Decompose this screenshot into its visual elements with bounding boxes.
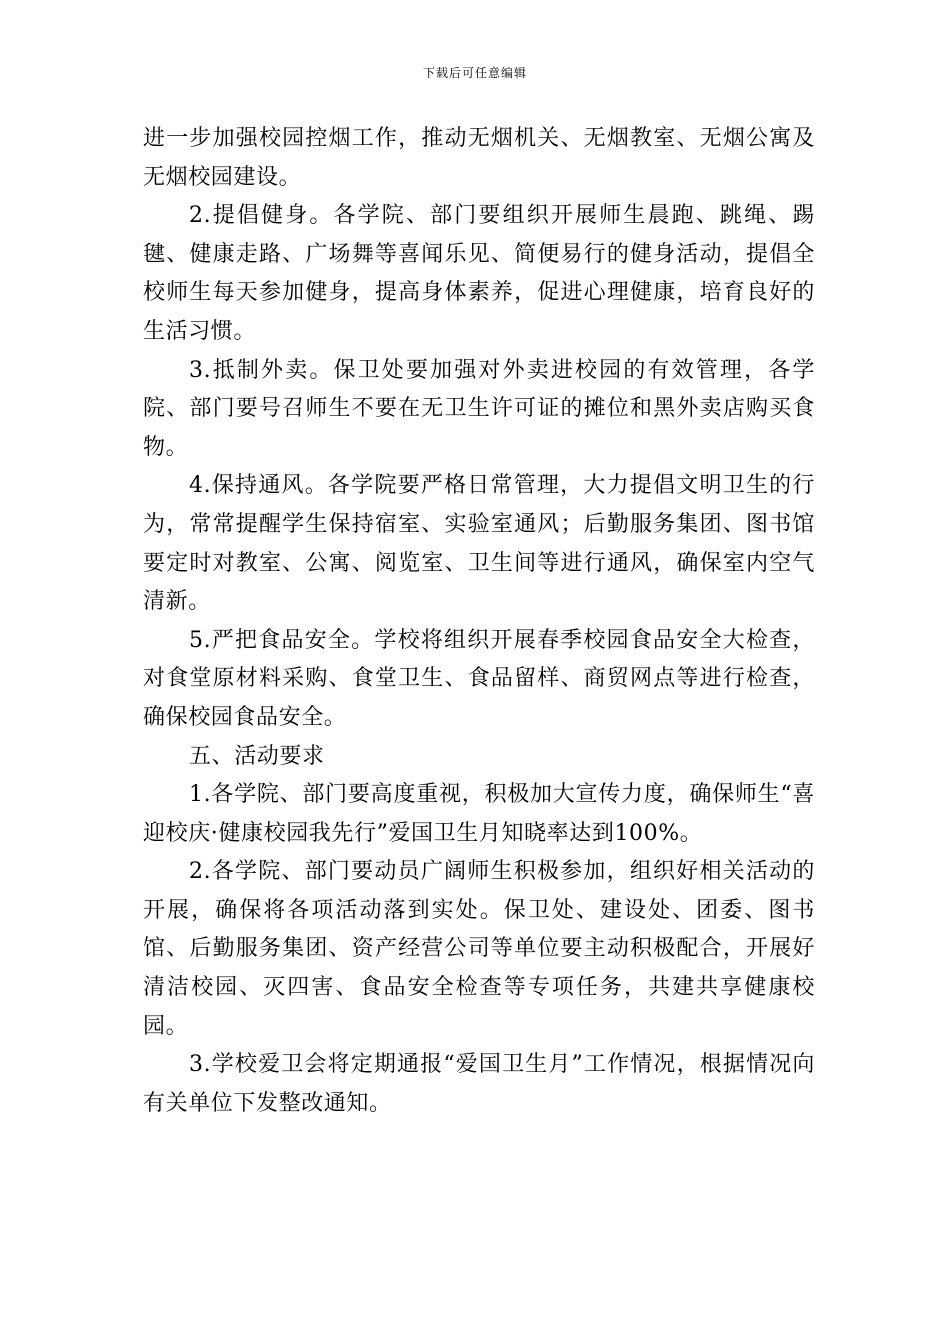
paragraph-requirement-2: 2.各学院、部门要动员广阔师生积极参加，组织好相关活动的开展，确保将各项活动落到实处。保卫处、建设处、团委、图书馆、后勤服务集团、资产经营公司等单位要主动积极配合，开展好清洁校园、灭四害、食品安全检查等专项任务，共建共享健康校园。 <box>143 859 815 1039</box>
paragraph-continuation: 进一步加强校园控烟工作，推动无烟机关、无烟教室、无烟公寓及无烟校园建设。 <box>143 126 815 190</box>
paragraph-item-3-takeout: 3.抵制外卖。保卫处要加强对外卖进校园的有效管理，各学院、部门要号召师生不要在无卫生许可证的摊位和黑外卖店购买食物。 <box>143 357 815 460</box>
page-header: 下载后可任意编辑 <box>422 66 527 80</box>
document-body <box>143 120 815 1123</box>
paragraph-item-4-ventilation: 4.保持通风。各学院要严格日常管理，大力提倡文明卫生的行为，常常提醒学生保持宿室、实验室通风；后勤服务集团、图书馆要定时对教室、公寓、阅览室、卫生间等进行通风，确保室内空气清新。 <box>143 473 815 615</box>
paragraph-item-5-food-safety: 5.严把食品安全。学校将组织开展春季校园食品安全大检查，对食堂原材料采购、食堂卫生、食品留样、商贸网点等进行检查，确保校园食品安全。 <box>143 627 815 730</box>
paragraph-item-2-fitness: 2.提倡健身。各学院、部门要组织开展师生晨跑、跳绳、踢毽、健康走路、广场舞等喜闻乐见、简便易行的健身活动，提倡全校师生每天参加健身，提高身体素养，促进心理健康，培育良好的生活习惯。 <box>143 203 815 344</box>
paragraph-requirement-1: 1.各学院、部门要高度重视，积极加大宣传力度，确保师生“喜迎校庆·健康校园我先行”爱国卫生月知晓率达到100%。 <box>143 782 815 846</box>
section-heading-requirements: 五、活动要求 <box>189 743 325 769</box>
paragraph-requirement-3: 3.学校爱卫会将定期通报“爱国卫生月”工作情况，根据情况向有关单位下发整改通知。 <box>143 1052 815 1116</box>
